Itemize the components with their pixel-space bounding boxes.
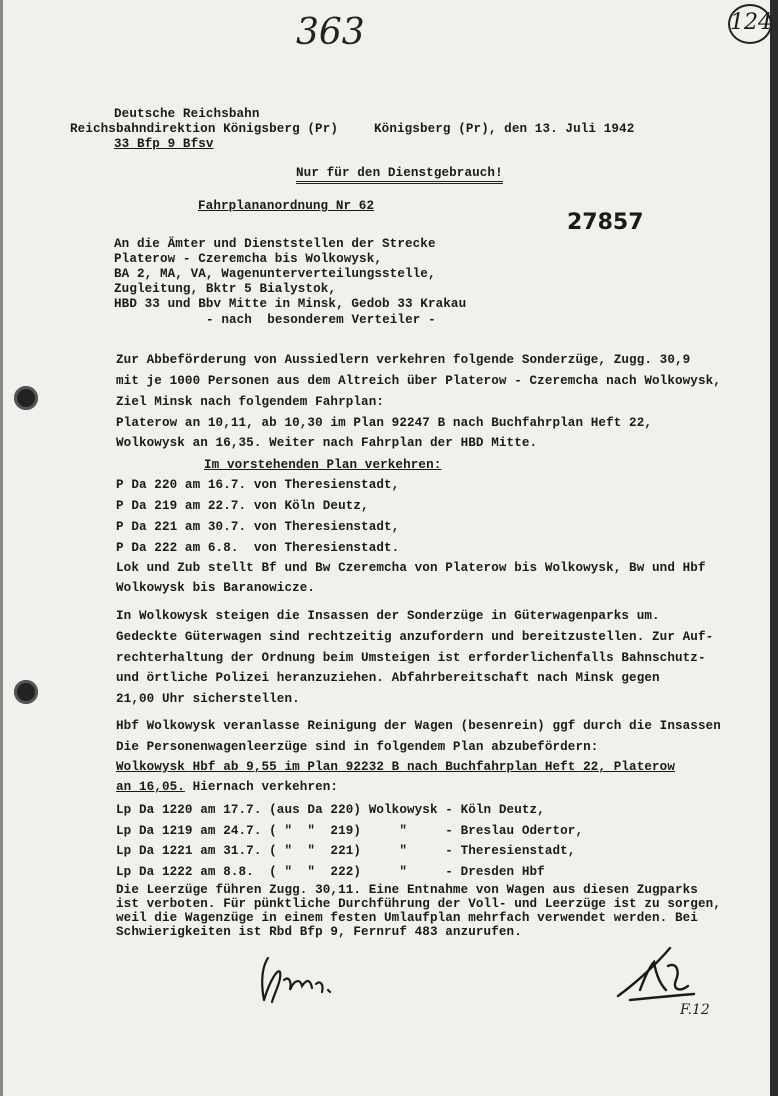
text-line: In Wolkowysk steigen die Insassen der Sonderzüge in Güterwagenparks um. <box>116 609 660 623</box>
text-line <box>116 779 338 795</box>
text-line: Gedeckte Güterwagen sind rechtzeitig anzufordern und bereitzustellen. Zur Auf- <box>116 630 714 644</box>
text-line: Die Personenwagenleerzüge sind in folgendem Plan abzubefördern: <box>116 740 599 754</box>
empty-train-item: Lp Da 1222 am 8.8. ( " " 222) " - Dresden Hbf <box>116 865 545 879</box>
classification: Nur für den Dienstgebrauch! <box>296 165 503 184</box>
document-number: 27857 <box>567 210 644 235</box>
train-item: P Da 222 am 6.8. von Theresienstadt. <box>116 541 400 555</box>
punch-hole-icon <box>14 680 38 704</box>
text-fragment: Hiernach verkehren: <box>184 780 339 794</box>
text-line: Zur Abbeförderung von Aussiedlern verkehren folgende Sonderzüge, Zugg. 30,9 <box>116 353 691 367</box>
text-line: rechterhaltung der Ordnung beim Umsteigen ist erforderlichenfalls Bahnschutz- <box>116 651 706 665</box>
addressee-line: BA 2, MA, VA, Wagenunterverteilungsstelle, <box>114 267 436 281</box>
reference: 33 Bfp 9 Bfsv <box>114 137 214 151</box>
place-date: Königsberg (Pr), den 13. Juli 1942 <box>374 122 635 136</box>
arrival-time: an 16,05. <box>116 780 185 794</box>
empty-train-item: Lp Da 1220 am 17.7. (aus Da 220) Wolkowysk - Köln Deutz, <box>116 803 545 817</box>
addressee-line: Platerow - Czeremcha bis Wolkowysk, <box>114 252 383 266</box>
text-line: mit je 1000 Personen aus dem Altreich über Platerow - Czeremcha nach Wolkowysk, <box>116 374 721 388</box>
signature-left <box>250 950 370 1010</box>
text-line: Lok und Zub stellt Bf und Bw Czeremcha von Platerow bis Wolkowysk, Bw und Hbf <box>116 561 706 575</box>
text-line: 21,00 Uhr sicherstellen. <box>116 692 300 706</box>
text-line: Wolkowysk an 16,35. Weiter nach Fahrplan der HBD Mitte. <box>116 436 538 450</box>
train-item: P Da 220 am 16.7. von Theresienstadt, <box>116 478 400 492</box>
plan-heading: Im vorstehenden Plan verkehren: <box>204 458 442 472</box>
scan-edge-left <box>0 0 3 1096</box>
text-line: Schwierigkeiten ist Rbd Bfp 9, Fernruf 483 anzurufen. <box>116 925 522 939</box>
text-line: Ziel Minsk nach folgendem Fahrplan: <box>116 395 385 409</box>
addressee-line: An die Ämter und Dienststellen der Strecke <box>114 237 436 251</box>
text-line: Platerow an 10,11, ab 10,30 im Plan 92247 B nach Buchfahrplan Heft 22, <box>116 416 653 430</box>
org-line-1: Deutsche Reichsbahn <box>114 107 260 121</box>
initials: F.12 <box>680 1002 710 1018</box>
scan-edge-right <box>770 0 778 1096</box>
archive-number: 363 <box>296 12 365 53</box>
text-line: Wolkowysk bis Baranowicze. <box>116 581 316 595</box>
order-title: Fahrplananordnung Nr 62 <box>198 199 375 213</box>
text-line: Hbf Wolkowysk veranlasse Reinigung der Wagen (besenrein) ggf durch die Insassen <box>116 719 721 733</box>
text-line: Die Leerzüge führen Zugg. 30,11. Eine Entnahme von Wagen aus diesen Zugparks <box>116 883 698 897</box>
train-item: P Da 219 am 22.7. von Köln Deutz, <box>116 499 369 513</box>
text-line: weil die Wagenzüge in einem festen Umlaufplan mehrfach verwendet werden. Bei <box>116 911 698 925</box>
addressee-line: Zugleitung, Bktr 5 Bialystok, <box>114 282 337 296</box>
punch-hole-icon <box>14 386 38 410</box>
text-line: Wolkowysk Hbf ab 9,55 im Plan 92232 B nach Buchfahrplan Heft 22, Platerow <box>116 760 675 774</box>
org-line-2: Reichsbahndirektion Königsberg (Pr) <box>70 122 339 136</box>
distribution-note: - nach besonderem Verteiler - <box>206 313 436 327</box>
page-number: 124 <box>728 4 772 44</box>
empty-train-item: Lp Da 1219 am 24.7. ( " " 219) " - Breslau Odertor, <box>116 824 584 838</box>
addressee-line: HBD 33 und Bbv Mitte in Minsk, Gedob 33 Krakau <box>114 297 467 311</box>
train-item: P Da 221 am 30.7. von Theresienstadt, <box>116 520 400 534</box>
text-line: und örtliche Polizei heranzuziehen. Abfahrbereitschaft nach Minsk gegen <box>116 671 660 685</box>
empty-train-item: Lp Da 1221 am 31.7. ( " " 221) " - Theresienstadt, <box>116 844 576 858</box>
text-line: ist verboten. Für pünktliche Durchführung der Voll- und Leerzüge ist zu sorgen, <box>116 897 721 911</box>
